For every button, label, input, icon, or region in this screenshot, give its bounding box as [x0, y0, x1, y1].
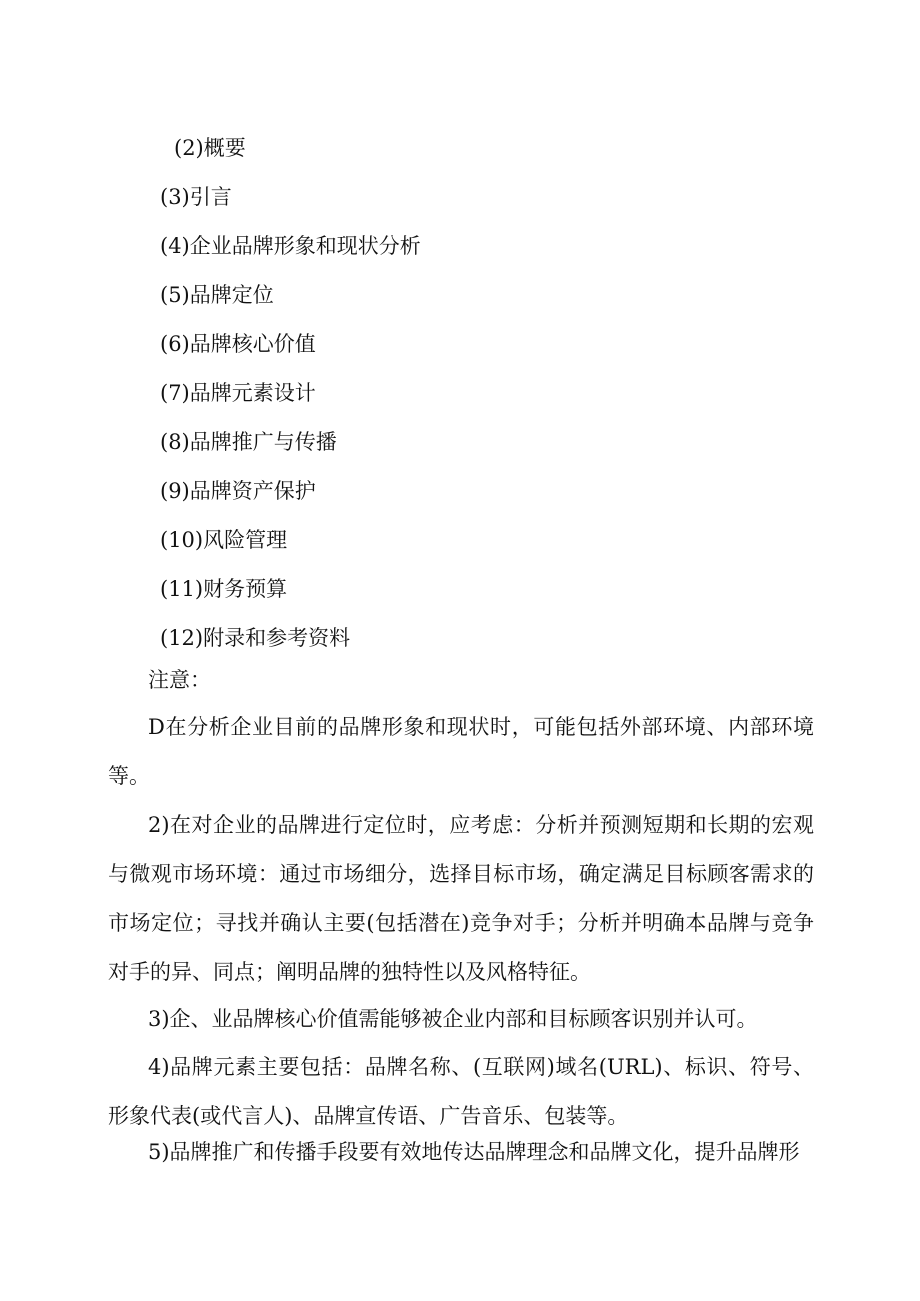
outline-item: (8)品牌推广与传播	[160, 430, 337, 454]
outline-item: (10)风险管理	[160, 528, 288, 552]
outline-item: (3)引言	[160, 185, 232, 209]
outline-item: (12)附录和参考资料	[160, 626, 351, 650]
outline-item: (4)企业品牌形象和现状分析	[160, 234, 421, 258]
outline-item: (9)品牌资产保护	[160, 479, 316, 503]
note-paragraph: 4)品牌元素主要包括：品牌名称、(互联网)域名(URL)、标识、符号、形象代表(或代言人)、品牌宣传语、广告音乐、包装等。	[108, 1055, 814, 1128]
note-paragraph: 5)品牌推广和传播手段要有效地传达品牌理念和品牌文化，提升品牌形	[148, 1140, 800, 1164]
note-paragraph: 3)企、业品牌核心价值需能够被企业内部和目标顾客识别并认可。	[148, 1007, 758, 1031]
outline-list	[160, 124, 421, 663]
outline-item: (2)概要	[174, 136, 246, 160]
outline-item: (6)品牌核心价值	[160, 332, 316, 356]
outline-item: (7)品牌元素设计	[160, 381, 316, 405]
note-paragraph: D在分析企业目前的品牌形象和现状时，可能包括外部环境、内部环境等。	[108, 715, 814, 788]
outline-item: (11)财务预算	[160, 577, 288, 601]
outline-item: (5)品牌定位	[160, 283, 274, 307]
notes-heading: 注意：	[148, 668, 211, 692]
note-paragraph: 2)在对企业的品牌进行定位时，应考虑：分析并预测短期和长期的宏观与微观市场环境：通过市场细分，选择目标市场，确定满足目标顾客需求的市场定位；寻找并确认主要(包括潜在)竞争对手；分析并明确本品牌与竞争对手的异、同点；阐明品牌的独特性以及风格特征。	[108, 813, 814, 984]
